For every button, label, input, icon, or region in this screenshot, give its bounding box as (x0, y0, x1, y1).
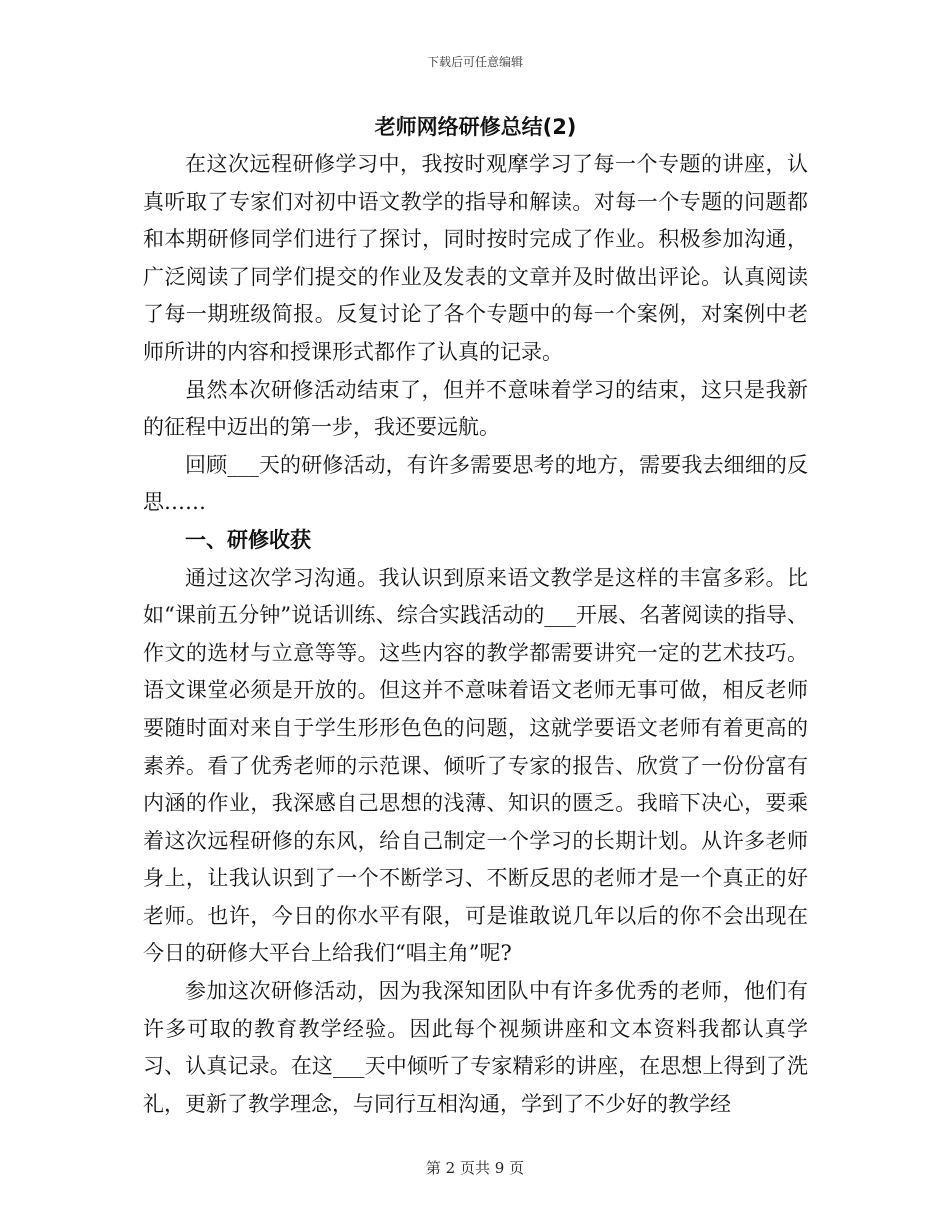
page-footer: 第 2 页共 9 页 (425, 1159, 525, 1177)
document-body (143, 110, 808, 1123)
section-paragraph-1: 通过这次学习沟通。我认识到原来语文教学是这样的丰富多彩。比如“课前五分钟”说话训练、综合实践活动的___开展、名著阅读的指导、作文的选材与立意等等。这些内容的教学都需要讲究一定的艺术技巧。语文课堂必须是开放的。但这并不意味着语文老师无事可做，相反老师要随时面对来自于学生形形色色的问题，这就学要语文老师有着更高的素养。看了优秀老师的示范课、倾听了专家的报告、欣赏了一份份富有内涵的作业，我深感自己思想的浅薄、知识的匮乏。我暗下决心，要乘着这次远程研修的东风，给自己制定一个学习的长期计划。从许多老师身上，让我认识到了一个不断学习、不断反思的老师才是一个真正的好老师。也许，今日的你水平有限，可是谁敢说几年以后的你不会出现在今日的研修大平台上给我们“唱主角”呢? (143, 565, 808, 966)
section-heading: 一、研修收获 (185, 527, 311, 552)
page-header-note: 下载后可任意编辑 (426, 55, 523, 69)
paragraph-2: 虽然本次研修活动结束了，但并不意味着学习的结束，这只是我新的征程中迈出的第一步，我还要远航。 (143, 377, 808, 440)
paragraph-1: 在这次远程研修学习中，我按时观摩学习了每一个专题的讲座，认真听取了专家们对初中语文教学的指导和解读。对每一个专题的问题都和本期研修同学们进行了探讨，同时按时完成了作业。积极参加沟通，广泛阅读了同学们提交的作业及发表的文章并及时做出评论。认真阅读了每一期班级简报。反复讨论了各个专题中的每一个案例，对案例中老师所讲的内容和授课形式都作了认真的记录。 (143, 152, 808, 364)
document-title: 老师网络研修总结(2) (374, 115, 577, 139)
section-paragraph-2: 参加这次研修活动，因为我深知团队中有许多优秀的老师，他们有许多可取的教育教学经验。因此每个视频讲座和文本资料我都认真学习、认真记录。在这___天中倾听了专家精彩的讲座，在思想上得到了洗礼，更新了教学理念，与同行互相沟通，学到了不少好的教学经 (143, 979, 808, 1116)
paragraph-3: 回顾___天的研修活动，有许多需要思考的地方，需要我去细细的反思…… (143, 452, 808, 515)
